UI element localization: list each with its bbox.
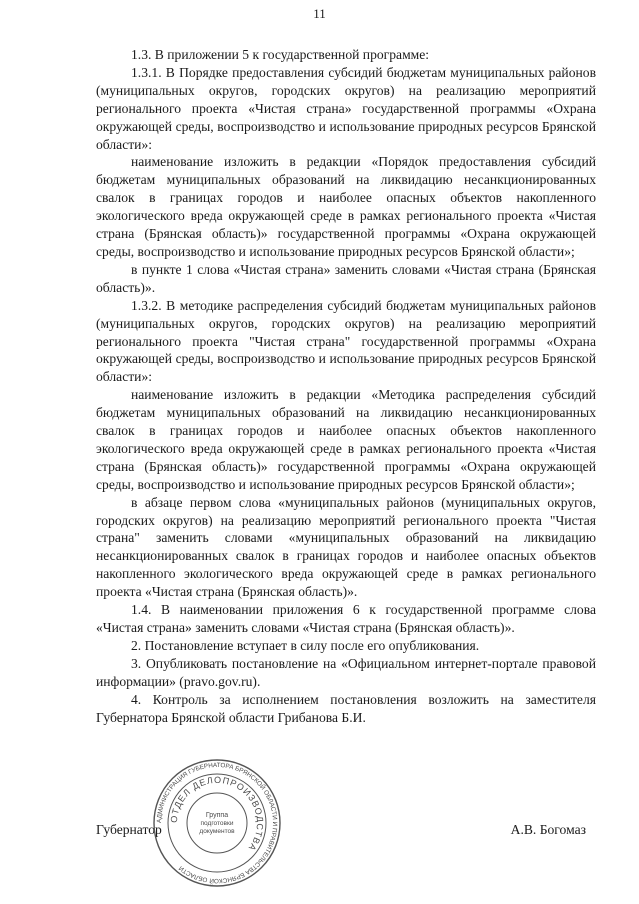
paragraph-1-3: 1.3. В приложении 5 к государственной программе: [131,47,430,62]
page-number: 11 [313,6,326,21]
seal-stamp-graphic [152,758,282,888]
paragraph-name-order: наименование изложить в редакции «Порядок предоставления субсидий бюджетам муниципальных образований на ликвидацию несанкционированных свалок в границах городов и наиболее опасных объектов накопленного экологического вреда окружающей среде в рамках регионального проекта «Чистая страна (Брянская область)» государственной программы «Охрана окружающей среды, воспроизводство и использование природных ресурсов Брянской области»; [96,154,596,259]
signature-title: Губернатор [96,822,162,837]
paragraph-1-3-1: 1.3.1. В Порядке предоставления субсидий бюджетам муниципальных районов (муниципальных округов, городских округов) на реализацию мероприятий регионального проекта «Чистая страна» государственной программы «Охрана окружающей среды, воспроизводство и использование природных ресурсов Брянской области»: [96,64,596,152]
paragraph-2: 2. Постановление вступает в силу после его опубликования. [131,637,480,653]
paragraph-1-3-2: 1.3.2. В методике распределения субсидий бюджетам муниципальных районов (муниципальных округов, городских округов) на реализацию мероприятий регионального проекта "Чистая страна" государственной программы «Охрана окружающей среды, воспроизводство и использование природных ресурсов Брянской области»: [96,297,596,385]
official-seal [152,758,282,888]
paragraph-3: 3. Опубликовать постановление на «Официальном интернет-портале правовой информации» (pravo.gov.ru). [96,655,596,689]
paragraph-1-4: 1.4. В наименовании приложения 6 к государственной программе слова «Чистая страна» заменить словами «Чистая страна (Брянская область)». [96,602,596,635]
seal-outer-text: АДМИНИСТРАЦИЯ ГУБЕРНАТОРА БРЯНСКОЙ ОБЛАСТИ И ПРАВИТЕЛЬСТВА БРЯНСКОЙ ОБЛАСТИ [155,761,279,885]
seal-center-line-1: Группа [205,812,229,819]
document-body [96,46,596,726]
seal-center-line-2: подготовки [200,820,234,827]
paragraph-name-method: наименование изложить в редакции «Методика распределения субсидий бюджетам муниципальных образований на ликвидацию несанкционированных свалок в границах городов и наиболее опасных объектов накопленного экологического вреда окружающей среде в рамках регионального проекта «Чистая страна (Брянская область)» государственной программы «Охрана окружающей среды, воспроизводство и использование природных ресурсов Брянской области»; [96,387,596,492]
signature-name: А.В. Богомаз [510,822,586,837]
paragraph-point-1: в пункте 1 слова «Чистая страна» заменить словами «Чистая страна (Брянская область)». [96,261,596,295]
paragraph-4: 4. Контроль за исполнением постановления возложить на заместителя Губернатора Брянской области Грибанова Б.И. [96,691,596,725]
seal-inner-text: ОТДЕЛ ДЕЛОПРОИЗВОДСТВА [168,774,266,854]
paragraph-first-abzac: в абзаце первом слова «муниципальных районов (муниципальных округов, городских округов) на реализацию мероприятий регионального проекта "Чистая страна" заменить словами «муниципальных образований на ликвидацию несанкционированных свалок в границах городов и наиболее опасных объектов накопленного экологического вреда окружающей среде в рамках регионального проекта «Чистая страна (Брянская область)». [96,494,596,600]
seal-center-line-3: документов [199,828,235,835]
